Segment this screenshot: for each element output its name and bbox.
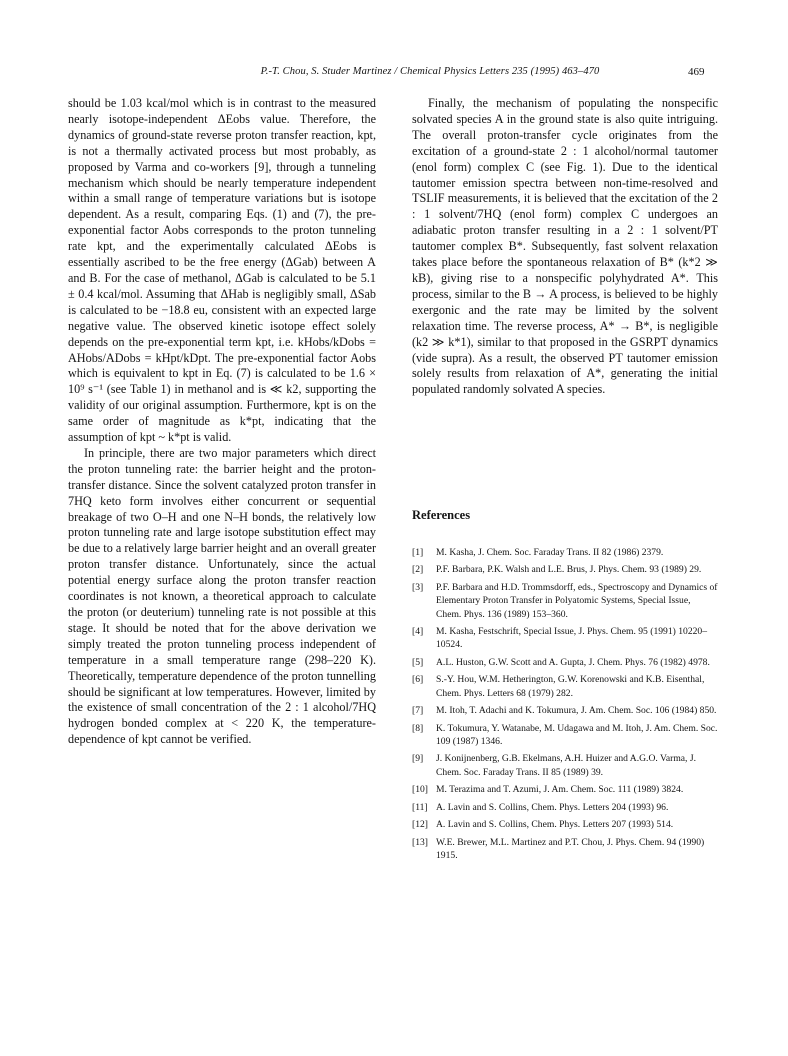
references-list: [412, 546, 718, 866]
reference-text: W.E. Brewer, M.L. Martinez and P.T. Chou, J. Phys. Chem. 94 (1990) 1915.: [436, 836, 705, 861]
reference-item: [412, 801, 718, 814]
reference-text: M. Kasha, J. Chem. Soc. Faraday Trans. II 82 (1986) 2379.: [436, 547, 664, 558]
reference-item: [412, 625, 718, 652]
reference-text: S.-Y. Hou, W.M. Hetherington, G.W. Korenowski and K.B. Eisenthal, Chem. Phys. Letters 68 (1979) 282.: [436, 674, 705, 699]
reference-number: [12]: [412, 819, 428, 831]
reference-text: M. Terazima and T. Azumi, J. Am. Chem. Soc. 111 (1989) 3824.: [436, 784, 684, 796]
body-paragraph: should be 1.03 kcal/mol which is in contrast to the measured nearly isotope-independent ΔEobs value. Therefore, the dynamics of ground-state reverse proton transfer reaction, kpt, is not a thermally activated process but most probably, as proposed by Varma and co-workers [9], through a tunneling mechanism which should be nearly temperature independent within a small range of temperature variations but is isotope dependent. As a result, comparing Eqs. (1) and (7), the pre-exponential factor Aobs corresponds to the proton tunneling rate kpt, and the experimentally calculated ΔEobs is essentially ascribed to be the free energy (ΔGab) between A and B. For the case of methanol, ΔGab is calculated to be 5.1 ± 0.4 kcal/mol. Assuming that ΔHab is negligibly small, ΔSab is calculated to be −18.8 eu, consistent with an expected large negative value. The observed kinetic isotope effect solely depends on the pre-exponential term kpt, i.e. kHobs/kDobs = AHobs/ADobs = kHpt/kDpt. The pre-exponential factor Aobs which is equivalent to kpt in Eq. (7) is calculated to be 1.6 × 10⁹ s⁻¹ (see Table 1) in methanol and is ≪ k2, supporting the validity of our original assumption. Furthermore, kpt is on the same order of magnitude as k*pt, indicating that the assumption of kpt ~ k*pt is valid.: [68, 96, 376, 445]
reference-item: [412, 563, 718, 576]
body-paragraph: In principle, there are two major parameters which direct the proton tunneling rate: the barrier height and the proton-transfer distance. Since the solvent catalyzed proton transfer in 7HQ keto form involves either concurrent or sequential breakage of two O–H and one N–H bonds, the relatively low proton tunneling rate and large isotope substitution effect may be due to a relatively large barrier height and an overall greater proton transfer distance. Unfortunately, since the actual potential energy surface along the proton transfer reaction coordinates is not known, a theoretical approach to calculate the proton (or deuterium) tunneling rate is not possible at this stage. It should be noted that for the above derivation we simply treated the proton tunneling process independent of temperature in a small temperature range (298–220 K). Theoretically, temperature dependence of the proton tunnelling should be significant at low temperatures. However, limited by the existence of small concentration of the 2 : 1 alcohol/7HQ hydrogen bonded complex at < 220 K, the temperature-dependence of kpt cannot be verified.: [68, 445, 376, 747]
references-heading: References: [412, 508, 471, 522]
reference-text: M. Kasha, Festschrift, Special Issue, J. Phys. Chem. 95 (1991) 10220–10524.: [436, 626, 707, 651]
page-number: 469: [688, 66, 705, 78]
reference-number: [8]: [412, 722, 424, 734]
reference-text: A. Lavin and S. Collins, Chem. Phys. Letters 207 (1993) 514.: [436, 819, 674, 831]
reference-text: P.F. Barbara and H.D. Trommsdorff, eds., Spectroscopy and Dynamics of Elementary Proton Transfer in Polyatomic Systems, Special Issue, Chem. Phys. 136 (1989) 153–360.: [436, 581, 718, 620]
reference-text: J. Konijnenberg, G.B. Ekelmans, A.H. Huizer and A.G.O. Varma, J. Chem. Soc. Faraday Trans. II 85 (1989) 39.: [436, 753, 696, 778]
reference-item: [412, 581, 718, 621]
reference-number: [10]: [412, 784, 428, 796]
reference-text: M. Itoh, T. Adachi and K. Tokumura, J. Am. Chem. Soc. 106 (1984) 850.: [436, 705, 717, 717]
reference-item: [412, 656, 718, 669]
reference-number: [7]: [412, 705, 424, 717]
reference-item: [412, 704, 718, 717]
reference-number: [9]: [412, 753, 424, 765]
reference-item: [412, 546, 718, 559]
running-header: P.-T. Chou, S. Studer Martinez / Chemical Physics Letters 235 (1995) 463–470: [260, 66, 600, 77]
reference-number: [13]: [412, 836, 428, 848]
reference-item: [412, 818, 718, 831]
reference-item: [412, 836, 718, 863]
reference-item: [412, 783, 718, 796]
reference-text: A.L. Huston, G.W. Scott and A. Gupta, J. Chem. Phys. 76 (1982) 4978.: [436, 656, 710, 668]
reference-text: A. Lavin and S. Collins, Chem. Phys. Letters 204 (1993) 96.: [436, 801, 669, 813]
reference-number: [1]: [412, 547, 424, 558]
reference-item: [412, 722, 718, 749]
reference-item: [412, 752, 718, 779]
reference-number: [4]: [412, 626, 424, 638]
reference-text: P.F. Barbara, P.K. Walsh and L.E. Brus, J. Phys. Chem. 93 (1989) 29.: [436, 564, 702, 576]
reference-number: [6]: [412, 674, 424, 686]
right-column: [412, 96, 718, 398]
reference-number: [11]: [412, 801, 428, 813]
body-paragraph: Finally, the mechanism of populating the nonspecific solvated species A in the ground state is also quite intriguing. The overall proton-transfer cycle originates from the excitation of a ground-state 2 : 1 alcohol/normal tautomer (enol form) complex C (see Fig. 1). Due to the identical tautomer emission spectra between non-time-resolved and TSLIF measurements, it is believed that the excitation of the 2 : 1 solvent/7HQ (enol form) complex C undergoes an adiabatic proton transfer resulting in a 2 : 1 solvent/PT tautomer complex B*. Subsequently, fast solvent relaxation takes place before the spontaneous relaxation of B* (k*2 ≫ kB), giving rise to a nonspecific polyhydrated A*. This process, similar to the B → A process, is believed to be highly exergonic and the rate may be limited by the solvent relaxation time. The reverse process, A* → B*, is negligible (k2 ≫ k*1), similar to that proposed in the GSRPT dynamics (vide supra). As a result, the observed PT tautomer emission solely results from relaxation of A*, generating the initial populated randomly solvated A species.: [412, 96, 718, 397]
left-column: [68, 96, 376, 748]
reference-number: [3]: [412, 581, 424, 593]
reference-item: [412, 673, 718, 700]
reference-number: [5]: [412, 656, 424, 668]
reference-text: K. Tokumura, Y. Watanabe, M. Udagawa and M. Itoh, J. Am. Chem. Soc. 109 (1987) 1346.: [436, 722, 718, 747]
reference-number: [2]: [412, 564, 424, 576]
